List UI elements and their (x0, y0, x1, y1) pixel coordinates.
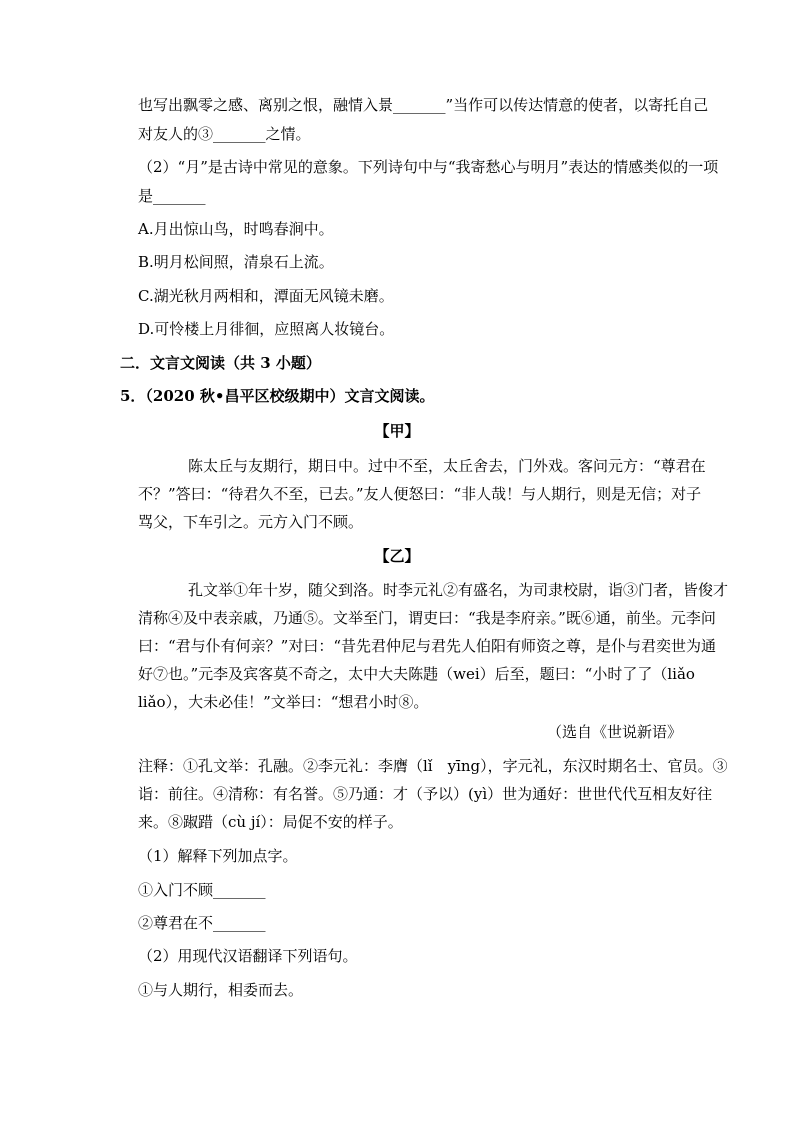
q5-header: 5．（2020 秋•昌平区校级期中）文言文阅读。 (120, 387, 435, 405)
yi-line3: 曰：“君与仆有何亲？”对曰：“昔先君仲尼与君先人伯阳有师资之尊，是仆与君奕世为通 (138, 637, 717, 655)
jia-title: 【甲】 (374, 422, 420, 440)
yi-title: 【乙】 (374, 547, 420, 565)
q4-line1: 也写出飘零之感、离别之恨，融情入景_______”当作可以传达情意的使者，以寄托自己 (138, 96, 709, 114)
sub1-item2: ②尊君在不_______ (138, 914, 266, 932)
notes-line2: 诣：前往。④清称：有名誉。⑤乃通：才（予以）(yì）世为通好：世世代代互相友好往 (138, 785, 713, 803)
option-a: A.月出惊山鸟，时鸣春涧中。 (138, 220, 334, 238)
yi-line1: 孔文举①年十岁，随父到洛。时李元礼②有盛名，为司隶校尉，诣③门者，皆俊才 (188, 581, 729, 599)
option-d: D.可怜楼上月徘徊，应照离人妆镜台。 (138, 320, 395, 338)
sub2-heading: （2）用现代汉语翻译下列语句。 (138, 947, 358, 965)
notes-line3: 来。⑧踧踖（cù jí）：局促不安的样子。 (138, 813, 403, 831)
sub1-item1: ①入门不顾_______ (138, 881, 266, 899)
jia-line3: 骂父，下车引之。元方入门不顾。 (138, 513, 364, 531)
jia-line2: 不？”答曰：“待君久不至，已去。”友人便怒曰：“非人哉！与人期行，则是无信；对子 (138, 485, 702, 503)
yi-line4: 好⑦也。”元李及宾客莫不奇之，太中大夫陈韪（wei）后至，题曰：“小时了了（liǎo (138, 665, 695, 683)
q4-sub2-line1: （2）“月”是古诗中常见的意象。下列诗句中与“我寄愁心与明月”表达的情感类似的一项 (138, 158, 719, 176)
sub1-heading: （1）解释下列加点字。 (138, 847, 298, 865)
source: （选自《世说新语》 (546, 723, 682, 741)
option-c: C.湖光秋月两相和，潭面无风镜未磨。 (138, 287, 394, 305)
option-b: B.明月松间照，清泉石上流。 (138, 253, 334, 271)
notes-line1: 注释：①孔文举：孔融。②李元礼：李膺（lǐ yīng），字元礼，东汉时期名士、官员。③ (138, 757, 728, 775)
section-heading: 二．文言文阅读（共 3 小题） (120, 354, 321, 372)
yi-line5: liǎo），大未必佳！”文举曰：“想君小时⑧。 (138, 693, 429, 711)
jia-line1: 陈太丘与友期行，期日中。过中不至，太丘舍去，门外戏。客问元方：“尊君在 (188, 457, 706, 475)
q4-line2: 对友人的③_______之情。 (138, 125, 311, 143)
sub2-item1: ①与人期行，相委而去。 (138, 981, 304, 999)
yi-line2: 清称④及中表亲戚，乃通⑤。文举至门，谓吏曰：“我是李府亲。”既⑥通，前坐。元李问 (138, 609, 716, 627)
q4-sub2-line2: 是_______ (138, 187, 206, 205)
